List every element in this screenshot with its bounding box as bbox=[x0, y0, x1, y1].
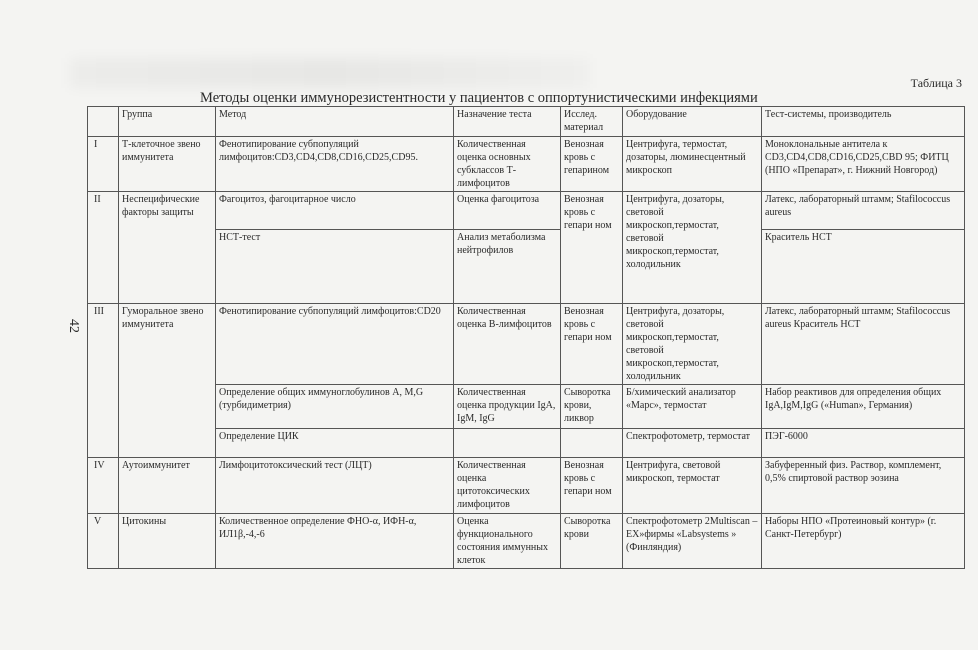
group-cell: Гуморальное звено иммунитета bbox=[119, 304, 216, 458]
equipment-cell: Центрифуга, дозаторы, световой микроскоп,термостат, световой микроскоп,термостат, холодильник bbox=[623, 192, 762, 304]
purpose-cell: Оценка фагоцитоза bbox=[454, 192, 561, 230]
table-row bbox=[88, 458, 965, 514]
material-cell: Сыворотка крови, ликвор bbox=[561, 385, 623, 429]
material-cell bbox=[561, 429, 623, 458]
equipment-cell: Спектрофотометр, термостат bbox=[623, 429, 762, 458]
row-number-cell: V bbox=[88, 514, 119, 569]
table-row bbox=[88, 137, 965, 192]
group-cell: Т-клеточное звено иммунитета bbox=[119, 137, 216, 192]
material-cell: Венозная кровь с гепари ном bbox=[561, 304, 623, 385]
equipment-cell: Центрифуга, термостат, дозаторы, люминесцентный микроскоп bbox=[623, 137, 762, 192]
table-row bbox=[88, 192, 965, 230]
method-cell: Фенотипирование субпопуляций лимфоцитов:CD20 bbox=[216, 304, 454, 385]
purpose-cell bbox=[454, 429, 561, 458]
header-cell-kits: Тест-системы, производитель bbox=[762, 107, 965, 137]
method-cell: Лимфоцитотоксический тест (ЛЦТ) bbox=[216, 458, 454, 514]
group-cell: Аутоиммунитет bbox=[119, 458, 216, 514]
header-row bbox=[88, 107, 965, 137]
equipment-cell: Спектрофотометр 2Multiscan –EX»фирмы «Labsystems » (Финляндия) bbox=[623, 514, 762, 569]
kits-cell: Наборы НПО «Протеиновый контур» (г. Санкт-Петербург) bbox=[762, 514, 965, 569]
material-cell: Сыворотка крови bbox=[561, 514, 623, 569]
kits-cell: Набор реактивов для определения общих IgA,IgM,IgG («Human», Германия) bbox=[762, 385, 965, 429]
table-row bbox=[88, 429, 965, 458]
scan-smudge bbox=[70, 58, 590, 88]
equipment-cell: Центрифуга, дозаторы, световой микроскоп,термостат, световой микроскоп,термостат, холодильник bbox=[623, 304, 762, 385]
table-label: Таблица 3 bbox=[910, 76, 962, 90]
row-number-cell: III bbox=[88, 304, 119, 458]
header-cell-equipment: Оборудование bbox=[623, 107, 762, 137]
table-row bbox=[88, 304, 965, 385]
header-cell-number bbox=[88, 107, 119, 137]
purpose-cell: Количественная оценка продукции IgA, IgM, IgG bbox=[454, 385, 561, 429]
immunity-methods-table bbox=[87, 106, 965, 569]
purpose-cell: Оценка функционального состояния иммунных клеток bbox=[454, 514, 561, 569]
page-number: 42 bbox=[66, 319, 81, 333]
method-cell: Количественное определение ФНО-α, ИФН-α, ИЛ1β,-4,-6 bbox=[216, 514, 454, 569]
equipment-cell: Б/химический анализатор «Марс», термостат bbox=[623, 385, 762, 429]
group-cell: Неспецифические факторы защиты bbox=[119, 192, 216, 304]
kits-cell: Латекс, лабораторный штамм; Stafilococcus aureus bbox=[762, 192, 965, 230]
kits-cell: Моноклональные антитела к CD3,CD4,CD8,CD16,CD25,CBD 95; ФИТЦ (НПО «Препарат», г. Нижний Новгород) bbox=[762, 137, 965, 192]
method-cell: Фагоцитоз, фагоцитарное число bbox=[216, 192, 454, 230]
material-cell: Венозная кровь с гепарином bbox=[561, 137, 623, 192]
group-cell: Цитокины bbox=[119, 514, 216, 569]
method-cell: Определение общих иммуноглобулинов А, M,G (турбидиметрия) bbox=[216, 385, 454, 429]
table-row bbox=[88, 230, 965, 304]
header-cell-group: Группа bbox=[119, 107, 216, 137]
equipment-cell: Центрифуга, световой микроскоп, термостат bbox=[623, 458, 762, 514]
table-title: Методы оценки иммунорезистентности у пациентов с оппортунистическими инфекциями bbox=[200, 90, 758, 106]
purpose-cell: Количественная оценка основных субклассов Т-лимфоцитов bbox=[454, 137, 561, 192]
kits-cell: ПЭГ-6000 bbox=[762, 429, 965, 458]
purpose-cell: Анализ метаболизма нейтрофилов bbox=[454, 230, 561, 304]
kits-cell: Краситель НСТ bbox=[762, 230, 965, 304]
header-cell-purpose: Назначение теста bbox=[454, 107, 561, 137]
method-cell: НСТ-тест bbox=[216, 230, 454, 304]
header-cell-method: Метод bbox=[216, 107, 454, 137]
row-number-cell: I bbox=[88, 137, 119, 192]
kits-cell: Латекс, лабораторный штамм; Stafilococcus aureus Краситель НСТ bbox=[762, 304, 965, 385]
kits-cell: Забуференный физ. Раствор, комплемент, 0,5% спиртовой раствор эозина bbox=[762, 458, 965, 514]
table-row bbox=[88, 385, 965, 429]
table-row bbox=[88, 514, 965, 569]
method-cell: Определение ЦИК bbox=[216, 429, 454, 458]
header-cell-material: Исслед. материал bbox=[561, 107, 623, 137]
method-cell: Фенотипирование субпопуляций лимфоцитов:CD3,CD4,CD8,CD16,CD25,CD95. bbox=[216, 137, 454, 192]
row-number-cell: IV bbox=[88, 458, 119, 514]
material-cell: Венозная кровь с гепари ном bbox=[561, 192, 623, 304]
purpose-cell: Количественная оценка В-лимфоцитов bbox=[454, 304, 561, 385]
row-number-cell: II bbox=[88, 192, 119, 304]
material-cell: Венозная кровь с гепари ном bbox=[561, 458, 623, 514]
purpose-cell: Количественная оценка цитотоксических лимфоцитов bbox=[454, 458, 561, 514]
